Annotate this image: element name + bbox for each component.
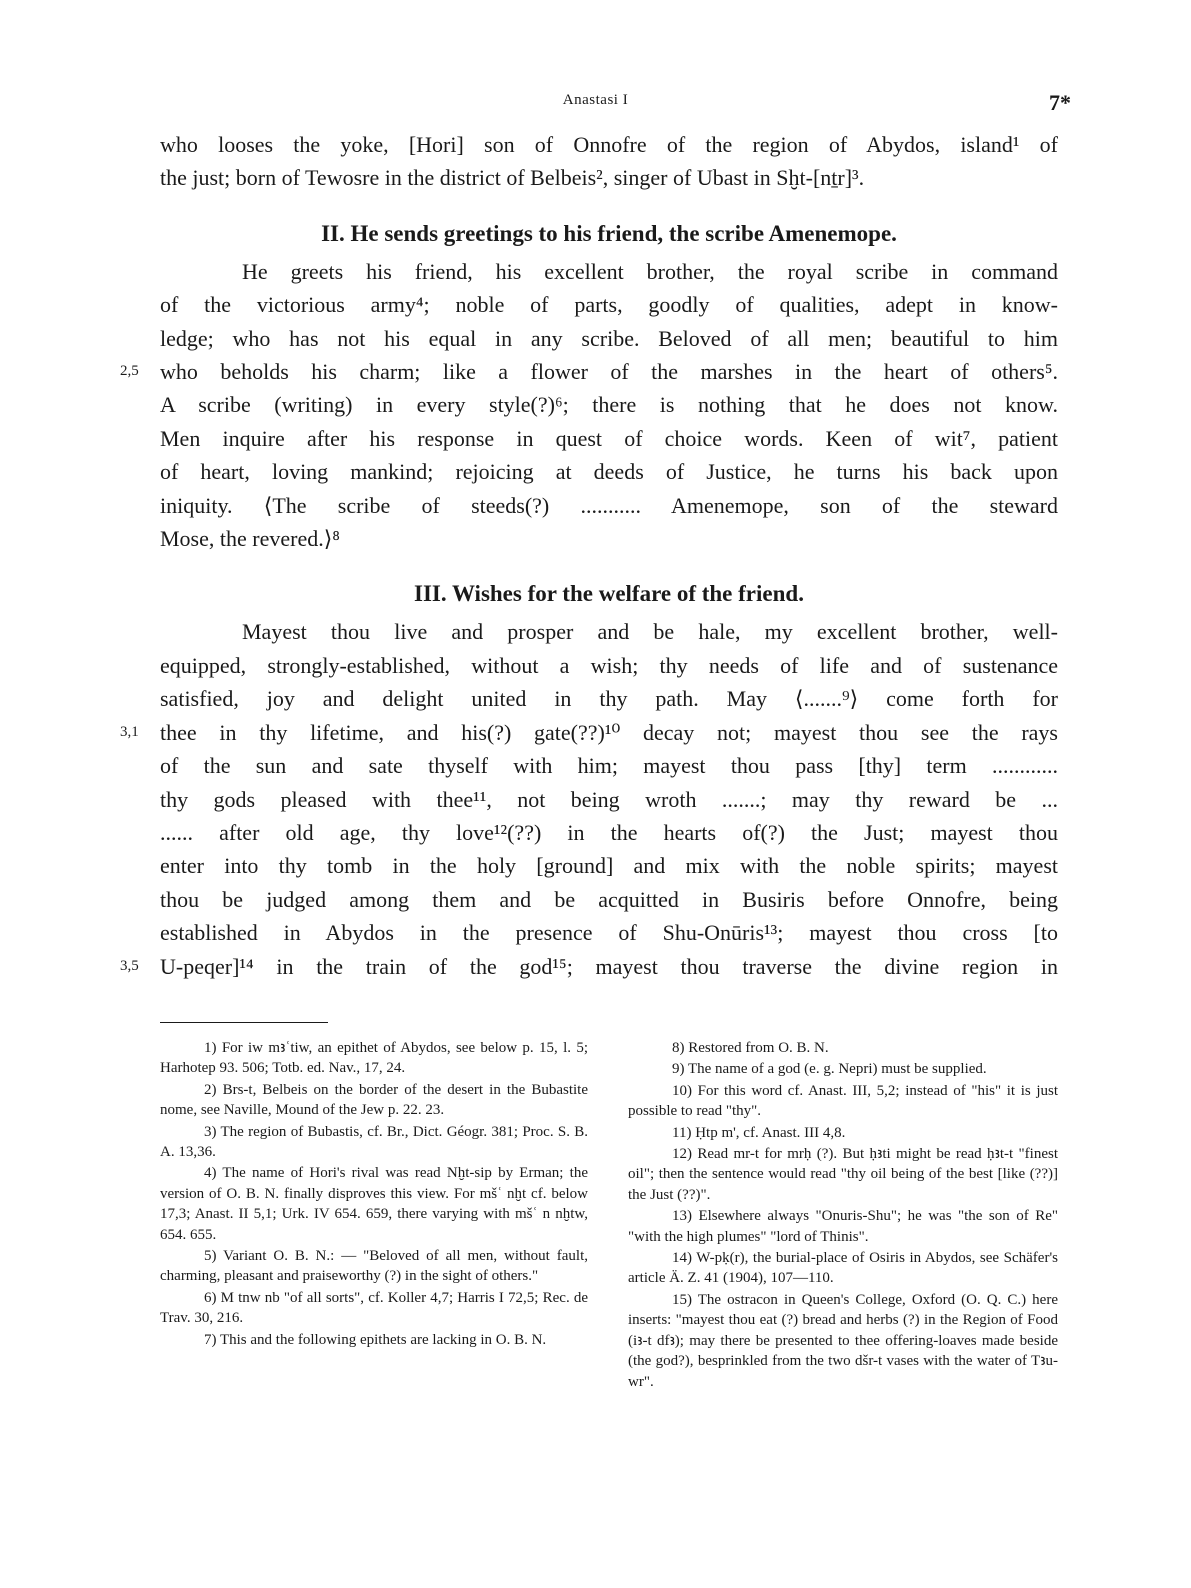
footnote: 15) The ostracon in Queen's College, Oxford (O. Q. C.) here inserts: "mayest thou eat (?) bread and herbs (?) in the Region of Food (iꜣ-t dfꜣ); may there be presented to thee offering-loaves made beside (the god?), besprinkled from the two dšr-t vases with the water of Tꜣu-wr".	[628, 1291, 1058, 1390]
footnote: 11) Ḥtp m', cf. Anast. III 4,8.	[672, 1124, 846, 1141]
text-line: the just; born of Tewosre in the district of Belbeis², singer of Ubast in Sḫt-[nṯr]³.	[160, 165, 865, 191]
text-line: He greets his friend, his excellent brother, the royal scribe in command	[242, 258, 1058, 284]
text-line: Mose, the revered.⟩⁸	[160, 526, 340, 552]
section-heading-2: II. He sends greetings to his friend, the scribe Amenemope.	[321, 220, 897, 246]
intro-paragraph	[160, 128, 1058, 195]
margin-line-reference: 2,5	[120, 363, 139, 380]
running-head	[0, 90, 1191, 114]
footnote-rule	[160, 1022, 328, 1023]
footnote: 6) M tnw nb "of all sorts", cf. Koller 4,7; Harris I 72,5; Rec. de Trav. 30, 216.	[160, 1289, 588, 1327]
text-line: thou be judged among them and be acquitted in Busiris before Onnofre, being	[160, 886, 1058, 912]
footnote: 7) This and the following epithets are lacking in O. B. N.	[204, 1331, 547, 1348]
section-3-paragraph	[120, 615, 1058, 982]
text-line: 3,1 thee in thy lifetime, and his(?) gate(??)¹⁰ decay not; mayest thou see the rays	[160, 716, 1058, 749]
text-line: who looses the yoke, [Hori] son of Onnofre of the region of Abydos, island¹ of	[160, 132, 1058, 157]
text-line: 2,5 who beholds his charm; like a flower of the marshes in the heart of others⁵.	[160, 355, 1058, 388]
page-number: 7*	[1049, 90, 1071, 115]
text-line: Mayest thou live and prosper and be hale, my excellent brother, well-	[242, 619, 1058, 645]
footnotes-right-column	[628, 1038, 1058, 1393]
footnote: 5) Variant O. B. N.: — "Beloved of all men, without fault, charming, pleasant and praiseworthy (?) in the sight of others."	[160, 1248, 588, 1285]
footnotes-left-column	[160, 1038, 588, 1351]
text-line: 3,5 U-peqer]¹⁴ in the train of the god¹⁵; mayest thou traverse the divine region in	[160, 950, 1058, 983]
footnote: 13) Elsewhere always "Onuris-Shu"; he was "the son of Re" "with the high plumes" "lord of Thinis".	[628, 1208, 1058, 1245]
text-line: Men inquire after his response in quest of choice words. Keen of wit⁷, patient	[160, 425, 1058, 451]
text-line: thy gods pleased with thee¹¹, not being wroth .......; may thy reward be ...	[160, 786, 1058, 812]
text-line: ...... after old age, thy love¹²(??) in the hearts of(?) the Just; mayest thou	[160, 819, 1058, 845]
text-line: ledge; who has not his equal in any scribe. Beloved of all men; beautiful to him	[160, 325, 1058, 351]
footnote: 3) The region of Bubastis, cf. Br., Dict. Géogr. 381; Proc. S. B. A. 13,36.	[160, 1123, 588, 1161]
footnote: 8) Restored from O. B. N.	[672, 1040, 829, 1056]
footnote: 12) Read mr-t for mrḥ (?). But ḥꜣti might be read ḥꜣt-t "finest oil"; then the sentence would read "thy oil being of the best [like (??)] the Just (??)".	[628, 1146, 1058, 1203]
margin-line-reference: 3,5	[120, 957, 139, 974]
footnote: 9) The name of a god (e. g. Nepri) must be supplied.	[672, 1061, 987, 1078]
text-line: established in Abydos in the presence of Shu-Onūris¹³; mayest thou cross [to	[160, 920, 1058, 946]
text-line: of the sun and sate thyself with him; mayest thou pass [thy] term ............	[160, 753, 1058, 779]
footnote: 10) For this word cf. Anast. III, 5,2; instead of "his" it is just possible to read "thy".	[628, 1082, 1058, 1120]
margin-line-reference: 3,1	[120, 723, 139, 740]
footnote: 14) W-pḳ(r), the burial-place of Osiris in Abydos, see Schäfer's article Ä. Z. 41 (1904), 107—110.	[628, 1250, 1058, 1287]
text-line: satisfied, joy and delight united in thy path. May ⟨.......⁹⟩ come forth for	[160, 686, 1058, 712]
footnote: 4) The name of Hori's rival was read Nḫt-sip by Erman; the version of O. B. N. finally disproves this view. For mšʿ nḫt cf. below 17,3; Anast. II 5,1; Urk. IV 654. 659, there varying with mšʿ n nḫtw, 654. 655.	[160, 1165, 588, 1243]
section-2-paragraph	[120, 255, 1058, 556]
text-line: A scribe (writing) in every style(?)⁶; there is nothing that he does not know.	[160, 392, 1058, 418]
text-line: enter into thy tomb in the holy [ground] and mix with the noble spirits; mayest	[160, 853, 1058, 879]
text-line: equipped, strongly-established, without a wish; thy needs of life and of sustenance	[160, 652, 1058, 678]
text-line: iniquity. ⟨The scribe of steeds(?) ........... Amenemope, son of the steward	[160, 492, 1058, 518]
text-line: of heart, loving mankind; rejoicing at deeds of Justice, he turns his back upon	[160, 459, 1058, 485]
section-heading-3: III. Wishes for the welfare of the friend.	[414, 581, 804, 607]
text-line: of the victorious army⁴; noble of parts, goodly of qualities, adept in know-	[160, 292, 1058, 318]
main-text	[120, 128, 1058, 983]
footnote: 1) For iw mꜣʿtiw, an epithet of Abydos, see below p. 15, l. 5; Harhotep 93. 506; Totb. ed. Nav., 17, 24.	[160, 1040, 588, 1077]
running-title: Anastasi I	[562, 92, 629, 108]
footnote: 2) Brs-t, Belbeis on the border of the desert in the Bubastite nome, see Naville, Mound of the Jew p. 22. 23.	[160, 1081, 588, 1119]
